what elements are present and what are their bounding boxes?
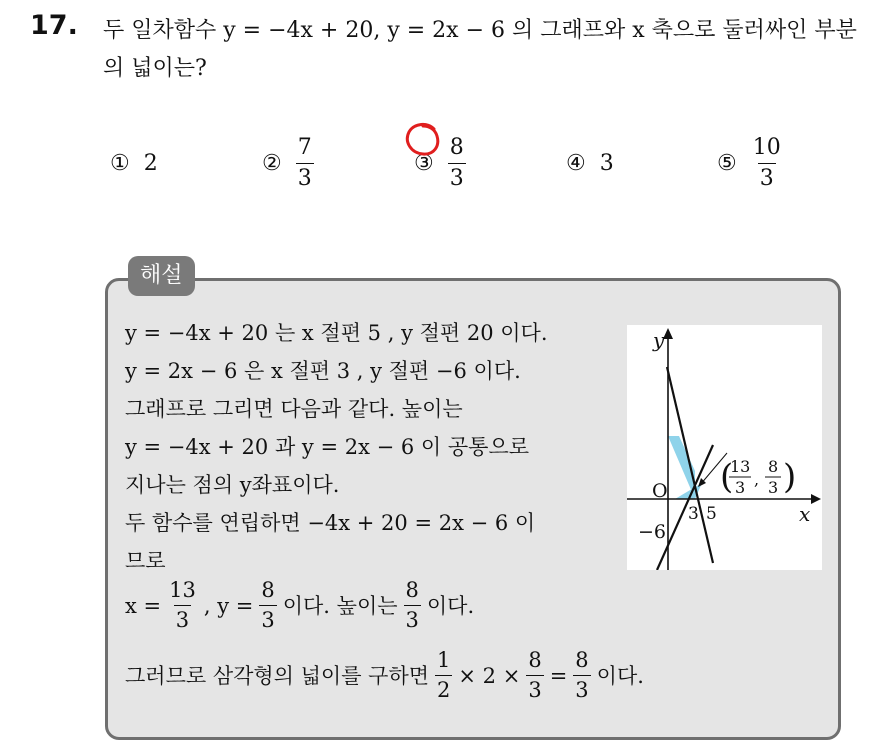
height-fraction: [526, 650, 543, 701]
paren-open: (: [720, 457, 734, 497]
numerator: 8: [575, 648, 589, 672]
times-two: × 2 ×: [458, 663, 521, 688]
solution-line: 므로: [125, 549, 166, 573]
denominator: 3: [259, 605, 276, 631]
answer-choices: [110, 128, 870, 198]
intersection-point-label: [720, 457, 796, 497]
equals-sign: =: [549, 663, 568, 688]
denominator: 3: [758, 163, 776, 190]
choice-fraction: [448, 134, 466, 191]
solution-xy-line: [125, 580, 845, 631]
half-fraction: [435, 650, 452, 701]
y-eq-tail: 이다. 높이는: [282, 593, 398, 618]
numerator: 8: [405, 578, 419, 602]
origin-label: O: [652, 480, 668, 502]
y-den: 3: [768, 478, 779, 497]
y-num: 8: [768, 457, 779, 476]
axis-y-label: y: [653, 328, 665, 352]
result-fraction: [573, 650, 590, 701]
denominator: 3: [448, 163, 466, 190]
denominator: 2: [435, 675, 452, 701]
numerator: 8: [528, 648, 542, 672]
comma: ,: [754, 470, 760, 489]
choice-2[interactable]: [262, 128, 314, 198]
x-tick-5: 5: [706, 504, 717, 524]
x-den: 3: [735, 478, 746, 497]
numerator: 1: [437, 648, 451, 672]
question-text: 두 일차함수 y = −4x + 20, y = 2x − 6 의 그래프와 x 축으로 둘러싸인 부분의 넓이는?: [103, 18, 857, 81]
solution-area-line: [125, 650, 845, 701]
solution-line: 그래프로 그리면 다음과 같다. 높이는: [125, 397, 463, 421]
graph-figure: [627, 325, 822, 570]
choice-3[interactable]: [414, 128, 466, 198]
x-tick-3: 3: [688, 504, 699, 524]
solution-line: 두 함수를 연립하면 −4x + 20 = 2x − 6 이: [125, 511, 536, 535]
denominator: 3: [573, 675, 590, 701]
solution-line: y = 2x − 6 은 x 절편 3 , y 절편 −6 이다.: [125, 359, 521, 383]
question-number: 17.: [30, 10, 78, 41]
solution-tab: 해설: [128, 256, 195, 296]
numerator: 13: [169, 578, 196, 602]
height-fraction: [404, 580, 421, 631]
denominator: 3: [526, 675, 543, 701]
x-axis-arrow: [811, 494, 821, 504]
choice-4[interactable]: [566, 128, 614, 198]
choice-fraction: [296, 134, 314, 191]
numerator: 10: [752, 134, 781, 160]
choice-fraction: [751, 134, 783, 191]
choice-number: ③: [414, 150, 434, 176]
y-axis-arrow: [663, 328, 673, 339]
paren-close: ): [783, 457, 797, 497]
choice-number: ①: [110, 150, 130, 176]
choice-1[interactable]: [110, 128, 158, 198]
y-eq-lhs: , y =: [203, 593, 254, 618]
area-prefix: 그러므로 삼각형의 넓이를 구하면: [125, 663, 430, 688]
denominator: 3: [296, 163, 314, 190]
choice-value: 3: [599, 150, 614, 176]
denominator: 3: [404, 605, 421, 631]
solution-line: 지나는 점의 y좌표이다.: [125, 473, 340, 497]
denominator: 3: [174, 605, 191, 631]
choice-value: 2: [143, 150, 158, 176]
solution-line: y = −4x + 20 는 x 절편 5 , y 절편 20 이다.: [125, 321, 548, 345]
x-eq-lhs: x =: [125, 593, 162, 618]
area-tail: 이다.: [596, 663, 644, 688]
numerator: 7: [297, 134, 312, 160]
choice-number: ②: [262, 150, 282, 176]
choice-5[interactable]: [717, 128, 783, 198]
x-value-fraction: [167, 580, 198, 631]
y-intercept-label: −6: [638, 521, 667, 543]
choice-number: ④: [566, 150, 586, 176]
height-tail: 이다.: [426, 593, 475, 618]
solution-line: y = −4x + 20 과 y = 2x − 6 이 공통으로: [125, 435, 530, 459]
x-num: 13: [730, 457, 751, 476]
axis-x-label: x: [799, 502, 811, 526]
graph-svg: [627, 325, 822, 570]
choice-number: ⑤: [717, 150, 737, 176]
answer-circle-mark: [404, 120, 442, 158]
numerator: 8: [261, 578, 275, 602]
numerator: 8: [449, 134, 464, 160]
y-value-fraction: [259, 580, 276, 631]
